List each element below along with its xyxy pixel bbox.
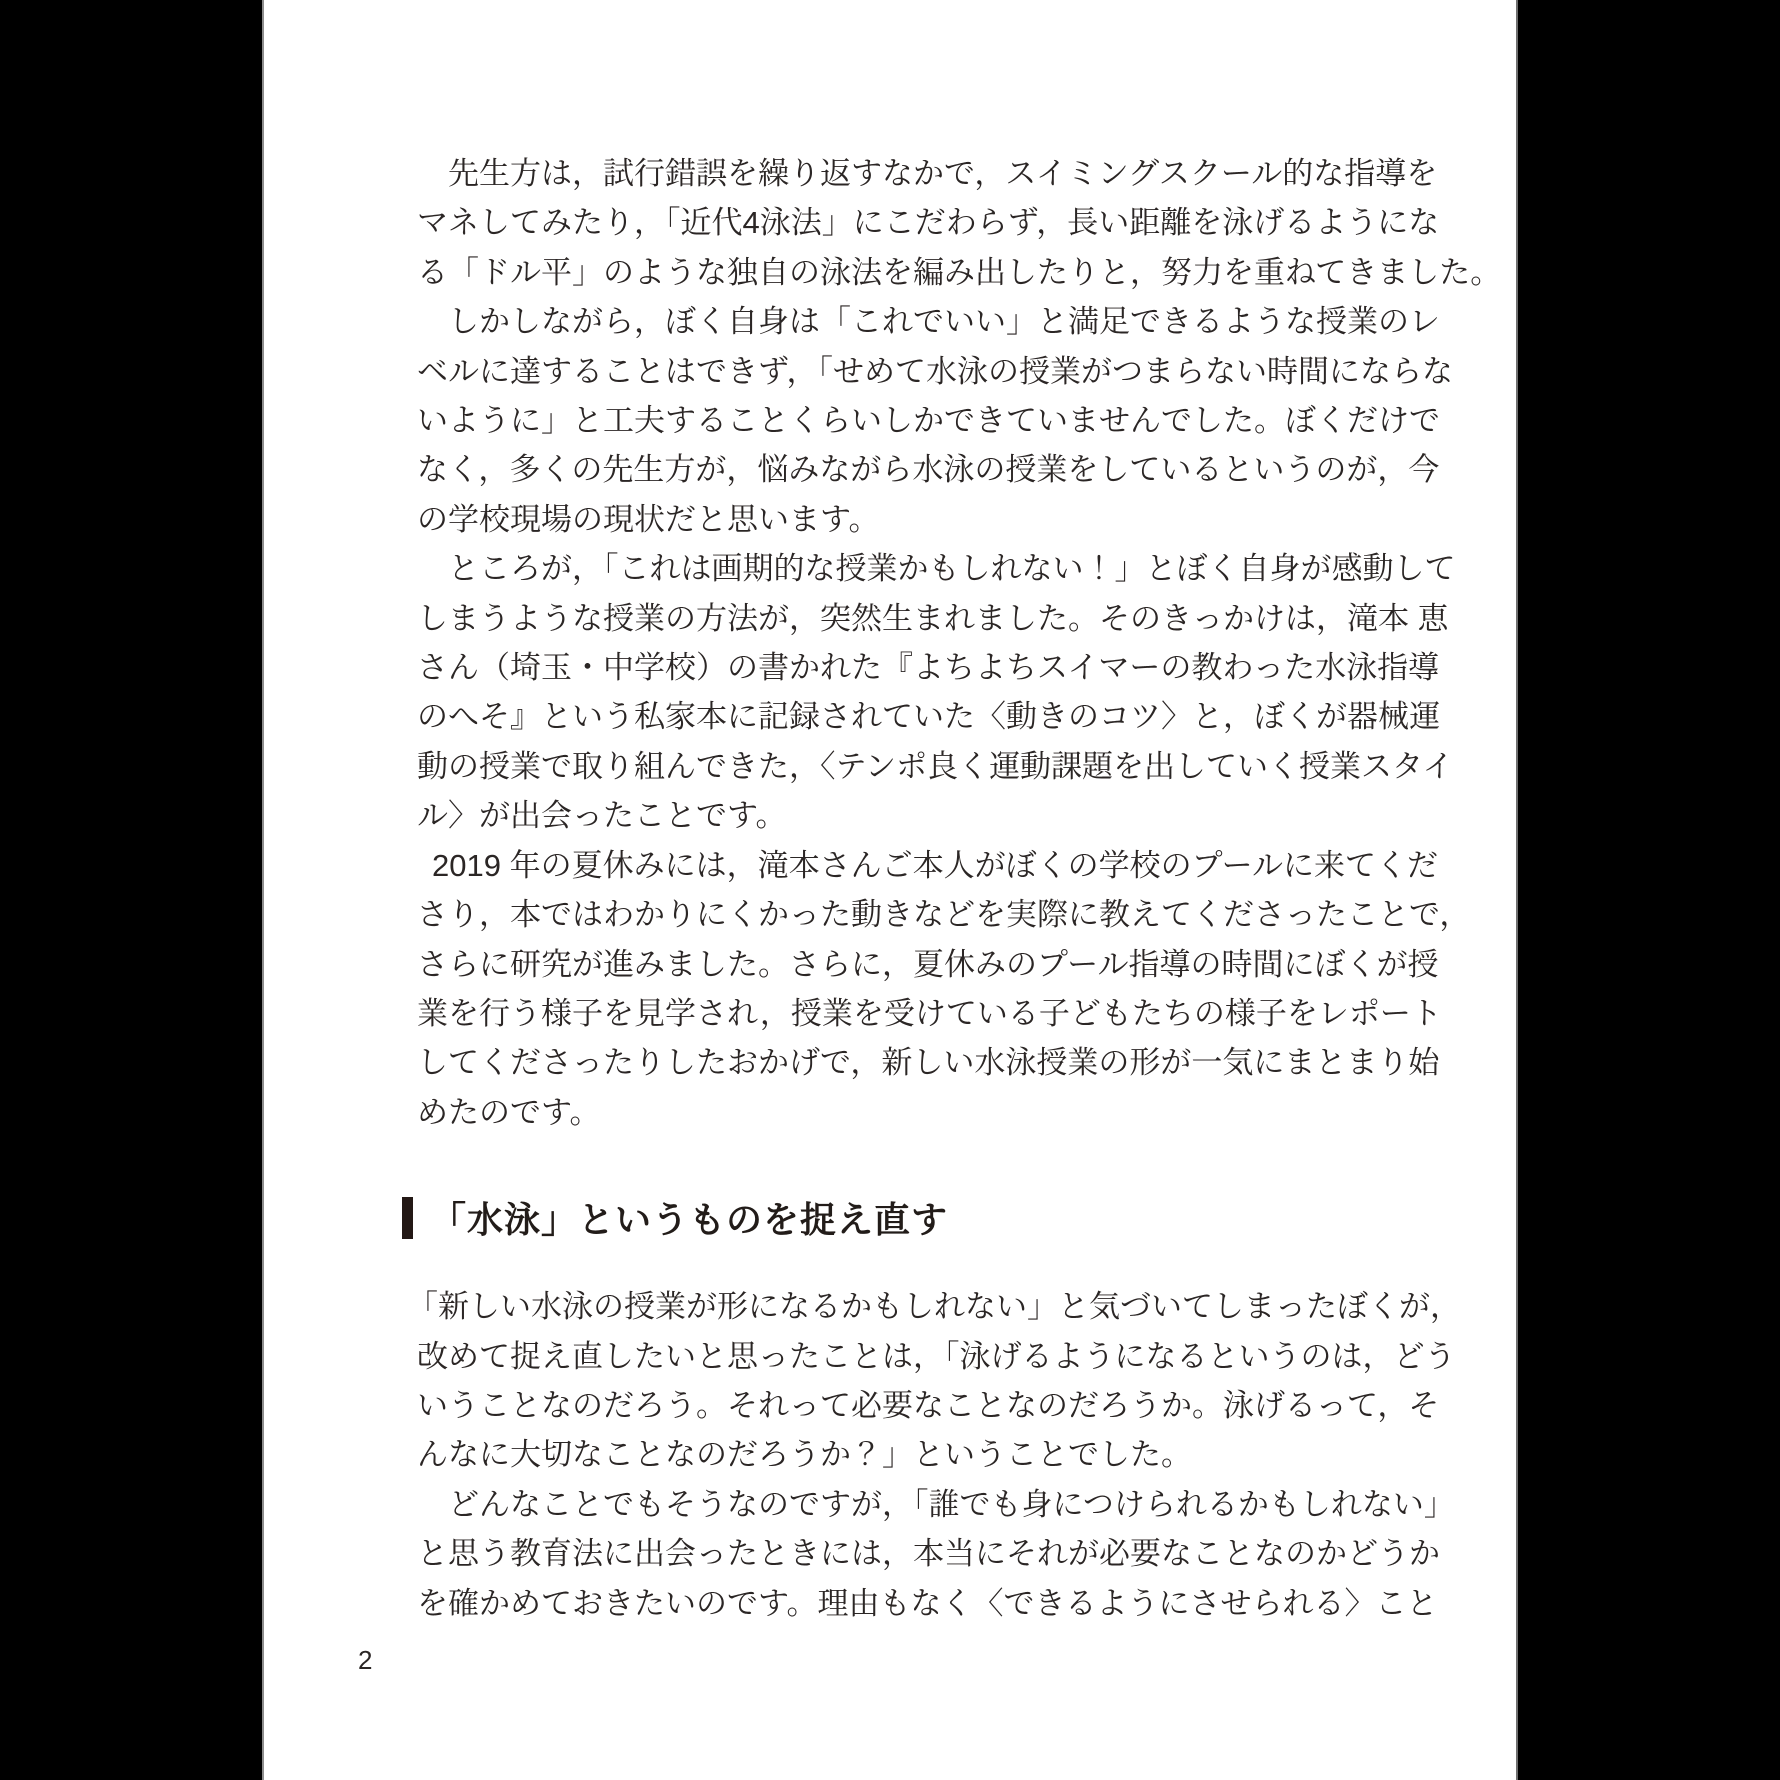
paragraph-line: を確かめておきたいのです。理由もなく〈できるようにさせられる〉こと	[417, 1585, 1438, 1621]
paragraph-line: なく，多くの先生方が，悩みながら水泳の授業をしているというのが，今	[417, 452, 1440, 488]
section-heading-text: 「水泳」というものを捉え直す	[430, 1199, 949, 1241]
paragraph-line: る「ドル平」のような独自の泳法を編み出したりと，努力を重ねてきました。	[417, 254, 1502, 290]
paragraph-line: ところが，「これは画期的な授業かもしれない！」とぼく自身が感動して	[448, 551, 1456, 587]
paragraph-line: さん（埼玉・中学校）の書かれた『よちよちスイマーの教わった水泳指導	[417, 650, 1440, 686]
right-black-margin	[1518, 0, 1780, 1780]
paragraph	[417, 297, 1454, 544]
paragraph-line: してくださったりしたおかげで，新しい水泳授業の形が一気にまとまり始	[417, 1045, 1440, 1081]
paragraph-line: のへそ』という私家本に記録されていた〈動きのコツ〉と，ぼくが器械運	[417, 699, 1440, 735]
paragraph-line: しまうような授業の方法が，突然生まれました。そのきっかけは，滝本 恵	[417, 600, 1449, 636]
paragraph-line: めたのです。	[417, 1094, 601, 1130]
paragraph	[417, 544, 1456, 840]
paragraph-line: んなに大切なことなのだろうか？」ということでした。	[417, 1437, 1192, 1473]
left-black-margin	[0, 0, 262, 1780]
paragraph-line: 動の授業で取り組んできた，〈テンポ良く運動課題を出していく授業スタイ	[417, 748, 1454, 784]
paragraph-line: さり，本ではわかりにくかった動きなどを実際に教えてくださったことで，	[417, 897, 1471, 933]
paragraph-line: ル〉が出会ったことです。	[417, 798, 787, 834]
paragraph-line: 「新しい水泳の授業が形になるかもしれない」と気づいてしまったぼくが，	[407, 1289, 1461, 1325]
paragraph-line: 先生方は，試行錯誤を繰り返すなかで，スイミングスクール的な指導を	[448, 156, 1438, 191]
paragraph-line: マネしてみたり，「近代4泳法」にこだわらず，長い距離を泳げるようにな	[417, 205, 1440, 241]
paragraph	[417, 841, 1471, 1137]
text-block	[407, 149, 1502, 1628]
book-page	[262, 0, 1518, 1780]
paragraph-line: 業を行う様子を見学され，授業を受けている子どもたちの様子をレポート	[417, 995, 1442, 1031]
paragraph-line: いように」と工夫することくらいしかできていませんでした。ぼくだけで	[417, 403, 1440, 439]
paragraph-line: と思う教育法に出会ったときには，本当にそれが必要なことなのかどうか	[417, 1536, 1440, 1572]
paragraph-line: どんなことでもそうなのですが，「誰でも身につけられるかもしれない」	[448, 1486, 1455, 1522]
paragraph-line: いうことなのだろう。それって必要なことなのだろうか。泳げるって，そ	[417, 1387, 1440, 1423]
page-number: 2	[358, 1645, 373, 1675]
paragraph-line: 2019 年の夏休みには，滝本さんご本人がぼくの学校のプールに来てくだ	[432, 847, 1439, 883]
paragraph	[417, 149, 1502, 297]
paragraph	[407, 1282, 1461, 1480]
paragraph-line: 改めて捉え直したいと思ったことは，「泳げるようになるというのは，どう	[417, 1338, 1456, 1374]
paragraph-line: ベルに達することはできず，「せめて水泳の授業がつまらない時間にならな	[417, 353, 1454, 389]
paragraph	[417, 1480, 1455, 1628]
section-heading	[402, 1193, 1377, 1242]
paragraph-line: さらに研究が進みました。さらに，夏休みのプール指導の時間にぼくが授	[417, 946, 1439, 982]
paragraph-line: の学校現場の現状だと思います。	[417, 501, 880, 537]
paragraph-line: しかしながら，ぼく自身は「これでいい」と満足できるような授業のレ	[448, 304, 1440, 340]
heading-marker-bar	[402, 1197, 413, 1239]
